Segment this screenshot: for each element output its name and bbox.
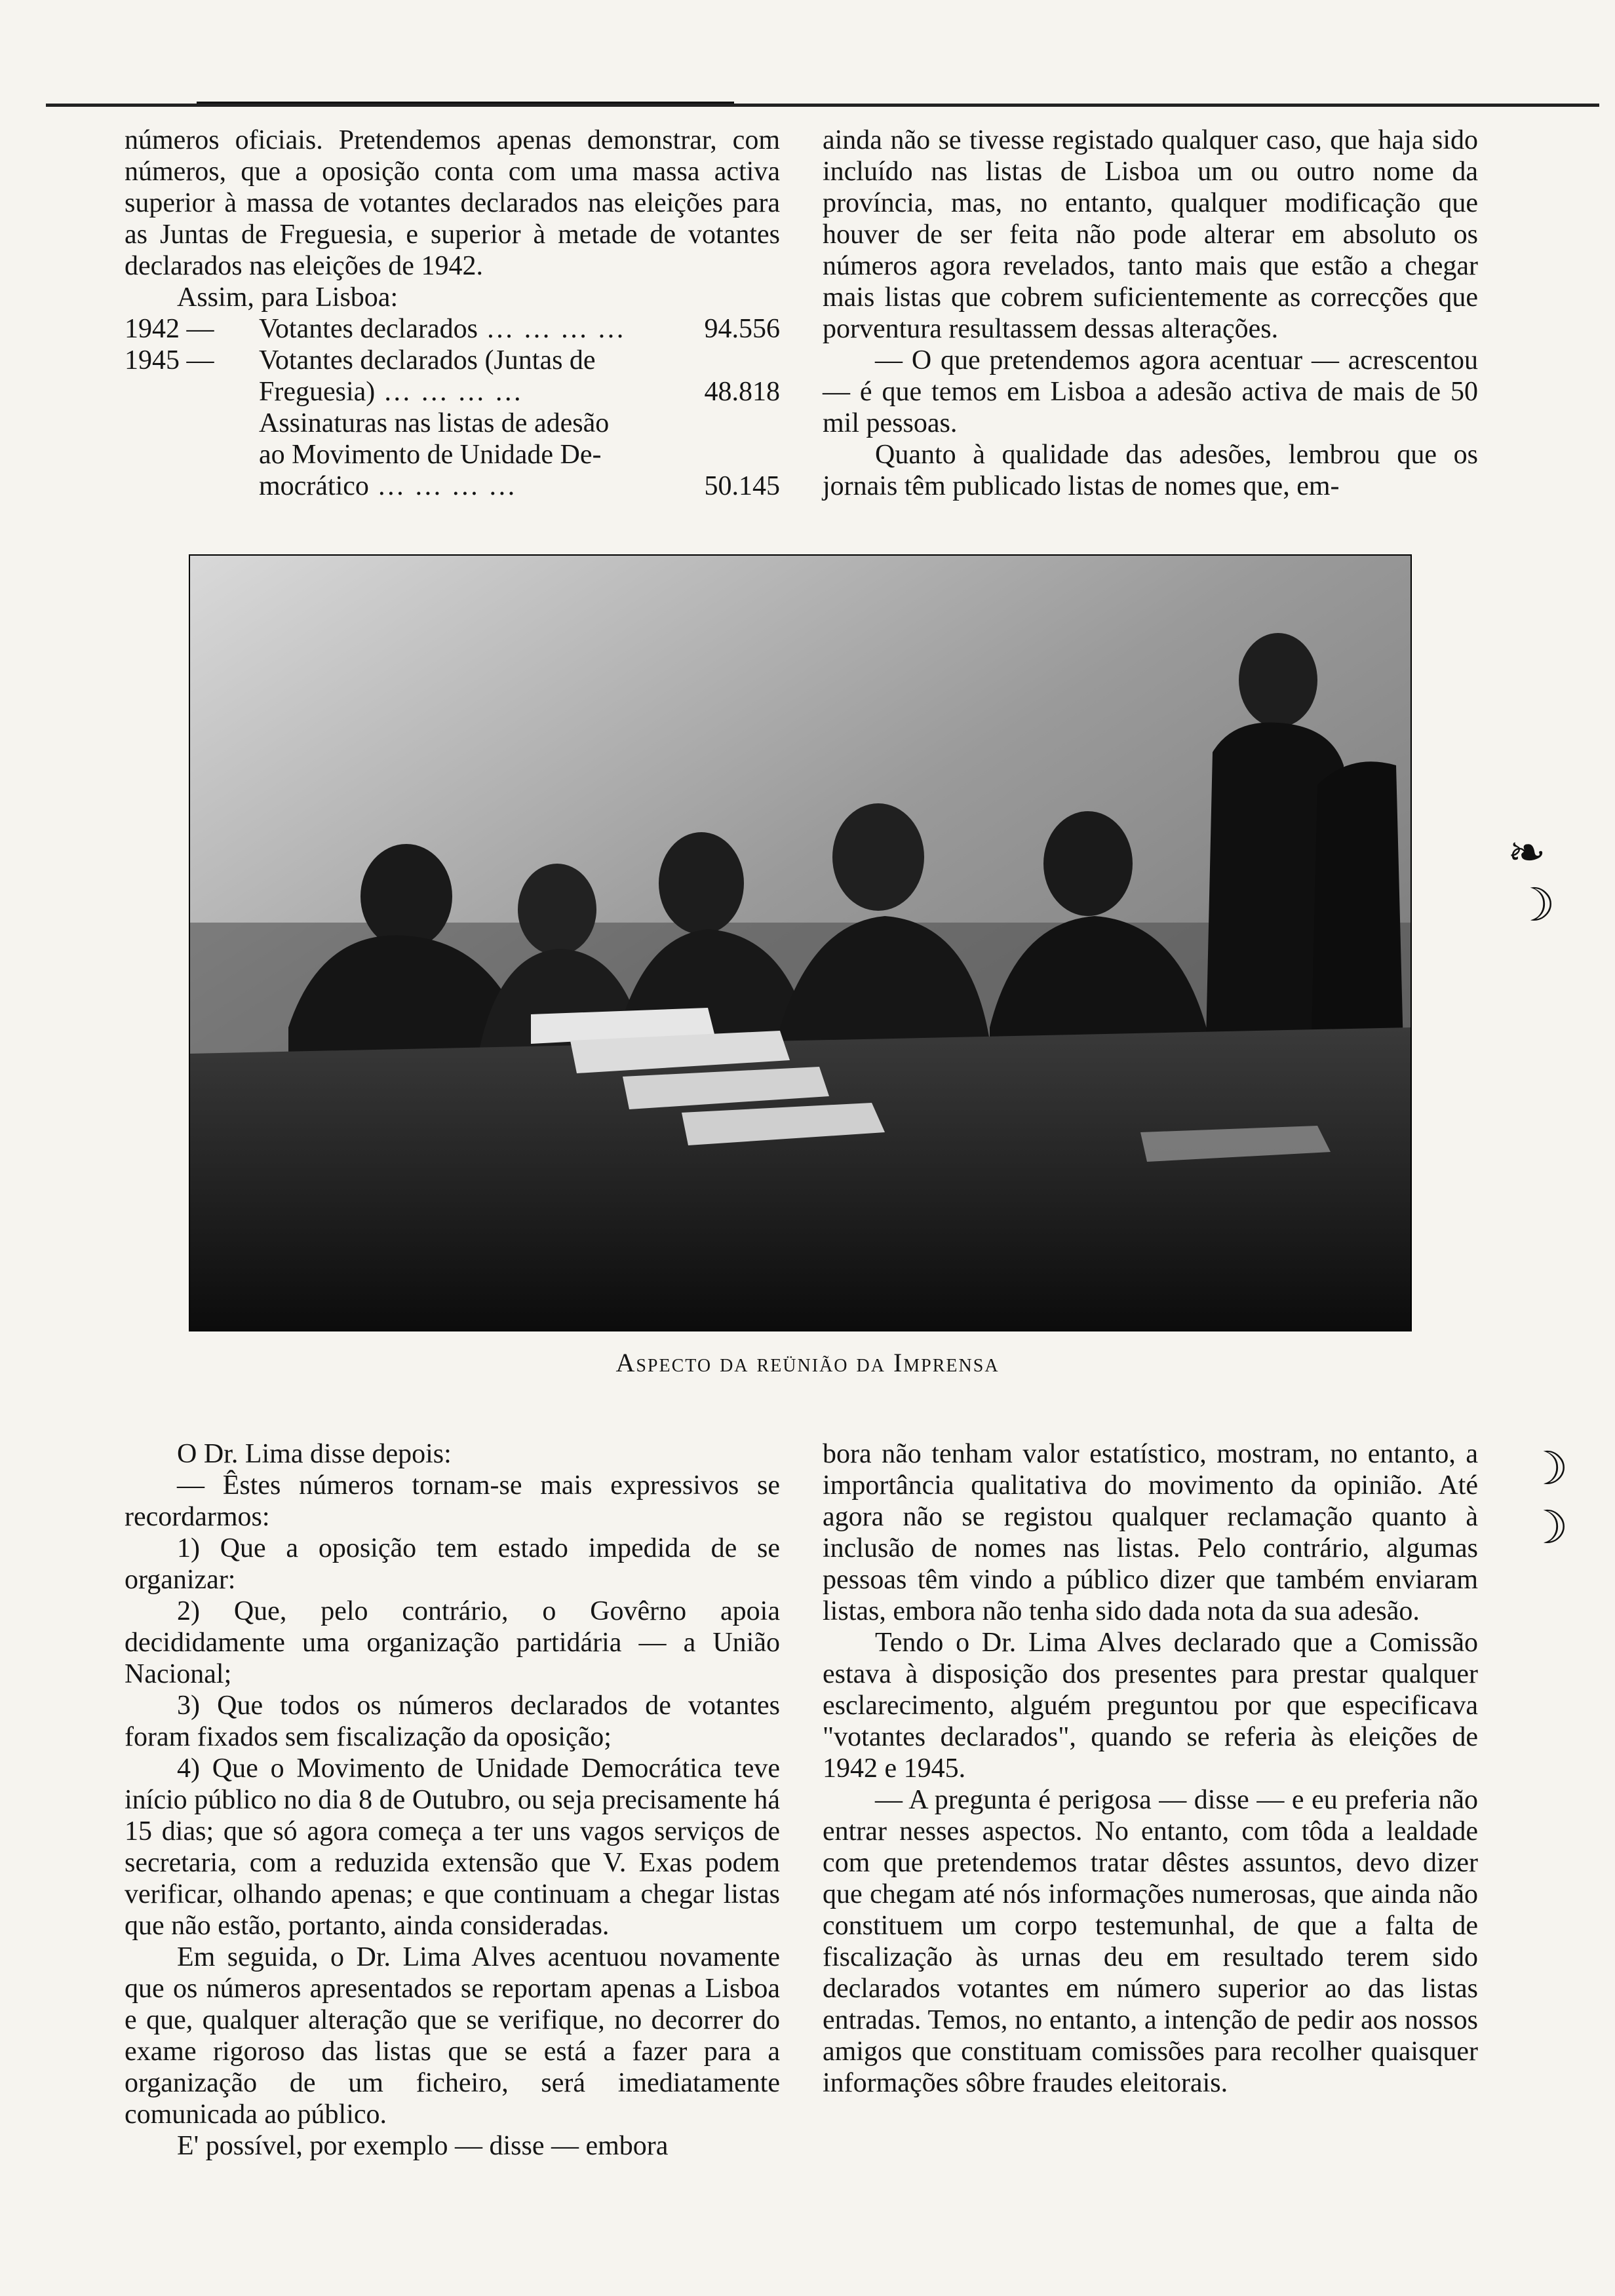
paragraph: — Êstes números tornam-se mais expressivos se recordarmos: (125, 1470, 780, 1532)
paragraph: — A pregunta é perigosa — disse — e eu preferia não entrar nesses aspectos. No entanto, com tôda a lealdade com que pretendemos tratar dêstes assuntos, devo dizer que chegam até nós informações numerosas, que ainda não constituem um corpo testemunhal, de que a falta de fiscalização às urnas deu em resultado terem sido declarados votantes em número superior ao das listas entradas. Temos, no entanto, a intenção de pedir aos nossos amigos que constituam comissões para recolher quaisquer informações sôbre fraudes eleitorais. (823, 1785, 1478, 2098)
paragraph: — O que pretendemos agora acentuar — acrescentou — é que temos em Lisboa a adesão activa de mais de 50 mil pessoas. (823, 345, 1478, 438)
stats-label: Assinaturas nas listas de adesão (259, 408, 610, 438)
stats-row (125, 408, 780, 439)
paragraph: números oficiais. Pretendemos apenas demonstrar, com números, que a oposição conta com uma massa activa superior à massa de votantes declarados nas eleições para as Juntas de Freguesia, e superior à metade de votantes declarados nas eleições de 1942. (125, 125, 780, 281)
margin-mark-icon: ☽ (1527, 1501, 1568, 1554)
paragraph: 2) Que, pelo contrário, o Govêrno apoia decididamente uma organização partidária — a União Nacional; (125, 1596, 780, 1689)
paragraph: Tendo o Dr. Lima Alves declarado que a Comissão estava à disposição dos presentes para prestar qualquer esclarecimento, alguém preguntou por que especificava "votantes declarados", quando se referia às eleições de 1942 e 1945. (823, 1628, 1478, 1784)
meeting-photograph (189, 554, 1412, 1331)
paragraph: 3) Que todos os números declarados de votantes foram fixados sem fiscalização da oposição; (125, 1691, 780, 1752)
paragraph: E' possível, por exemplo — disse — embora (177, 2131, 669, 2161)
stats-year: 1945 — (125, 345, 214, 375)
bottom-left-column (125, 1438, 780, 2162)
margin-mark-icon: ☽ (1514, 878, 1555, 932)
stats-label: Votantes declarados … … … … (259, 313, 688, 345)
stats-table (125, 313, 780, 502)
stats-row (125, 439, 780, 470)
stats-label: Votantes declarados (Juntas de (259, 345, 596, 375)
bottom-right-column (823, 1438, 1478, 2099)
stats-row (125, 376, 780, 408)
stats-value: 48.818 (704, 377, 780, 407)
paragraph: 4) Que o Movimento de Unidade Democrática teve início público no dia 8 de Outubro, ou seja precisamente há 15 dias; que só agora começa a ter uns vagos serviços de secretaria, com a reduzida extensão que V. Exas podem verificar, olhando apenas; e que continuam a chegar listas que não estão, portanto, ainda consideradas. (125, 1753, 780, 1941)
top-rule (46, 104, 1599, 107)
paragraph: Em seguida, o Dr. Lima Alves acentuou novamente que os números apresentados se reportam apenas a Lisboa e que, qualquer alteração que se verifique, no decorrer do exame rigoroso das listas que se está a fazer para a organização de um ficheiro, será imediatamente comunicada ao público. (125, 1942, 780, 2130)
stats-label: mocrático … … … … (125, 470, 688, 502)
margin-mark-icon: ☽ (1527, 1442, 1568, 1495)
top-rule-thick (197, 102, 734, 104)
paragraph: 1) Que a oposição tem estado impedida de se organizar: (125, 1533, 780, 1595)
stats-value: 50.145 (704, 471, 780, 501)
margin-mark-icon: ❧ (1508, 826, 1546, 879)
stats-row (125, 313, 780, 345)
paragraph: Quanto à qualidade das adesões, lembrou que os jornais têm publicado listas de nomes que, em- (823, 440, 1478, 501)
stats-year: 1942 — (125, 314, 214, 344)
stats-label: Freguesia) … … … … (125, 376, 688, 408)
stats-value: 94.556 (704, 314, 780, 344)
stats-row (125, 470, 780, 502)
top-right-column (823, 124, 1478, 502)
top-left-column (125, 124, 780, 502)
paragraph: O Dr. Lima disse depois: (177, 1439, 452, 1469)
photo-caption: Aspecto da reünião da Imprensa (615, 1348, 1000, 1377)
stats-row (125, 345, 780, 376)
paragraph: ainda não se tivesse registado qualquer caso, que haja sido incluído nas listas de Lisboa um ou outro nome da província, mas, no entanto, qualquer modificação que houver de ser feita não pode alterar em absoluto os números agora revelados, tanto mais que estão a chegar mais listas que cobrem suficientemente as correcções que porventura resultassem dessas alterações. (823, 125, 1478, 344)
paragraph: bora não tenham valor estatístico, mostram, no entanto, a importância qualitativa do movimento da opinião. Até agora não se registou qualquer reclamação quanto à inclusão de nomes nas listas. Pelo contrário, algumas pessoas têm vindo a público dizer que também enviaram listas, embora não tenha sido dada nota da sua adesão. (823, 1439, 1478, 1626)
stats-label: ao Movimento de Unidade De- (259, 440, 602, 470)
paragraph: Assim, para Lisboa: (177, 282, 399, 313)
